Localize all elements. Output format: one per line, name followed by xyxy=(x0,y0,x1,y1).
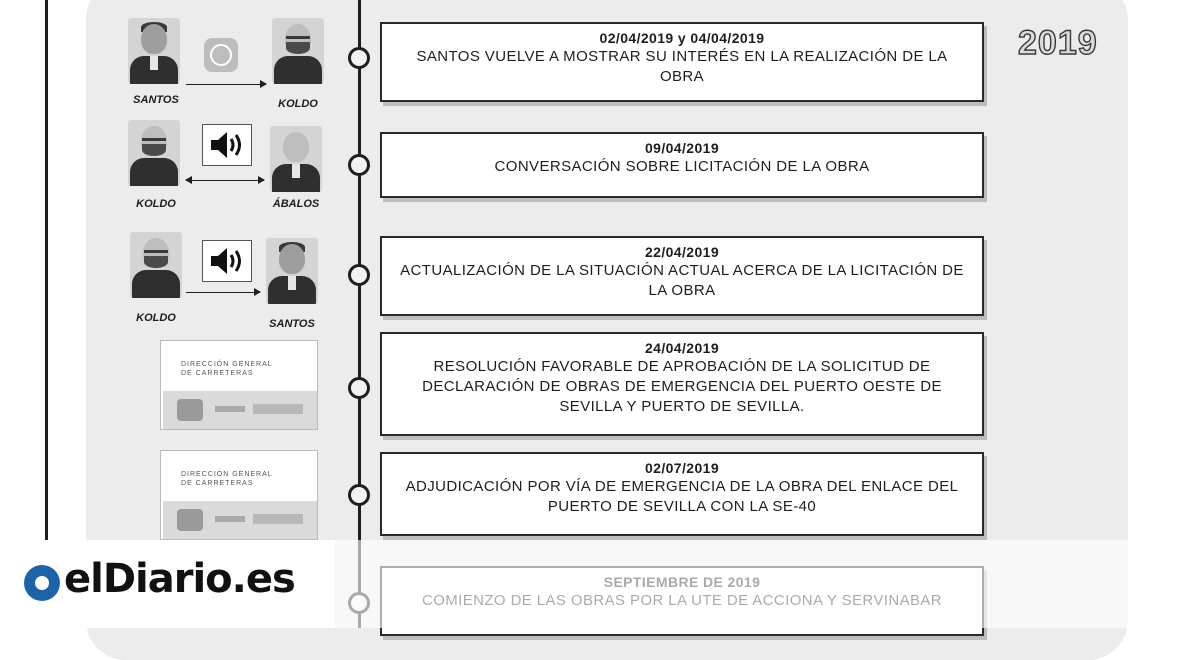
timeline-node xyxy=(348,47,370,69)
person-name: KOLDO xyxy=(278,98,318,110)
event-date: 02/04/2019 y 04/04/2019 xyxy=(599,30,765,46)
year-label: 2019 xyxy=(1018,24,1098,62)
arrow-right-icon xyxy=(186,84,266,85)
event-description: SANTOS VUELVE A MOSTRAR SU INTERÉS EN LA REALIZACIÓN DE LA OBRA xyxy=(416,48,948,85)
timeline-event xyxy=(380,332,984,436)
government-seal-icon xyxy=(163,391,317,429)
event-description: ACTUALIZACIÓN DE LA SITUACIÓN ACTUAL ACERCA DE LA LICITACIÓN DE LA OBRA xyxy=(400,262,964,299)
document-title: DIRECCIÓN GENERAL xyxy=(181,361,273,368)
person-name: KOLDO xyxy=(136,312,176,324)
document-thumbnail xyxy=(160,450,318,540)
speaker-icon xyxy=(202,124,252,166)
page-border-left xyxy=(45,0,48,628)
document-subtitle: DE CARRETERAS xyxy=(181,480,254,487)
avatar-abalos xyxy=(270,126,322,192)
eldiario-logo-icon xyxy=(24,565,60,601)
event-date: 24/04/2019 xyxy=(644,340,720,356)
timeline-line xyxy=(358,0,361,628)
document-thumbnail xyxy=(160,340,318,430)
site-logo: elDiario.es xyxy=(64,556,295,602)
person-name: ÁBALOS xyxy=(272,198,320,210)
avatar-santos xyxy=(266,238,318,304)
document-title: DIRECCIÓN GENERAL xyxy=(181,471,273,478)
speaker-icon xyxy=(202,240,252,282)
document-subtitle: DE CARRETERAS xyxy=(181,370,254,377)
government-seal-icon xyxy=(163,501,317,539)
event-description: ADJUDICACIÓN POR VÍA DE EMERGENCIA DE LA OBRA DEL ENLACE DEL PUERTO DE SEVILLA CON LA SE-40 xyxy=(405,478,959,515)
person-name: SANTOS xyxy=(269,318,315,330)
event-description: CONVERSACIÓN SOBRE LICITACIÓN DE LA OBRA xyxy=(494,158,870,175)
timeline-node xyxy=(348,377,370,399)
avatar-koldo xyxy=(272,18,324,84)
avatar-santos xyxy=(128,18,180,84)
person-name: SANTOS xyxy=(133,94,179,106)
arrow-both-icon xyxy=(186,180,264,181)
event-date: 09/04/2019 xyxy=(644,140,720,156)
avatar-koldo xyxy=(130,232,182,298)
person-name: KOLDO xyxy=(136,198,176,210)
event-description: RESOLUCIÓN FAVORABLE DE APROBACIÓN DE LA SOLICITUD DE DECLARACIÓN DE OBRAS DE EMERGENCIA DEL PUERTO OESTE DE SEVILLA Y PUERTO DE SEVILLA. xyxy=(422,358,942,415)
timeline-event xyxy=(380,132,984,198)
timeline-node xyxy=(348,484,370,506)
messaging-app-icon xyxy=(204,38,238,72)
arrow-right-icon xyxy=(186,292,260,293)
avatar-koldo xyxy=(128,120,180,186)
timeline-event xyxy=(380,236,984,316)
timeline-node xyxy=(348,264,370,286)
timeline-event xyxy=(380,22,984,102)
event-date: 02/07/2019 xyxy=(644,460,720,476)
timeline-event xyxy=(380,452,984,536)
timeline-node xyxy=(348,154,370,176)
event-date: 22/04/2019 xyxy=(644,244,720,260)
